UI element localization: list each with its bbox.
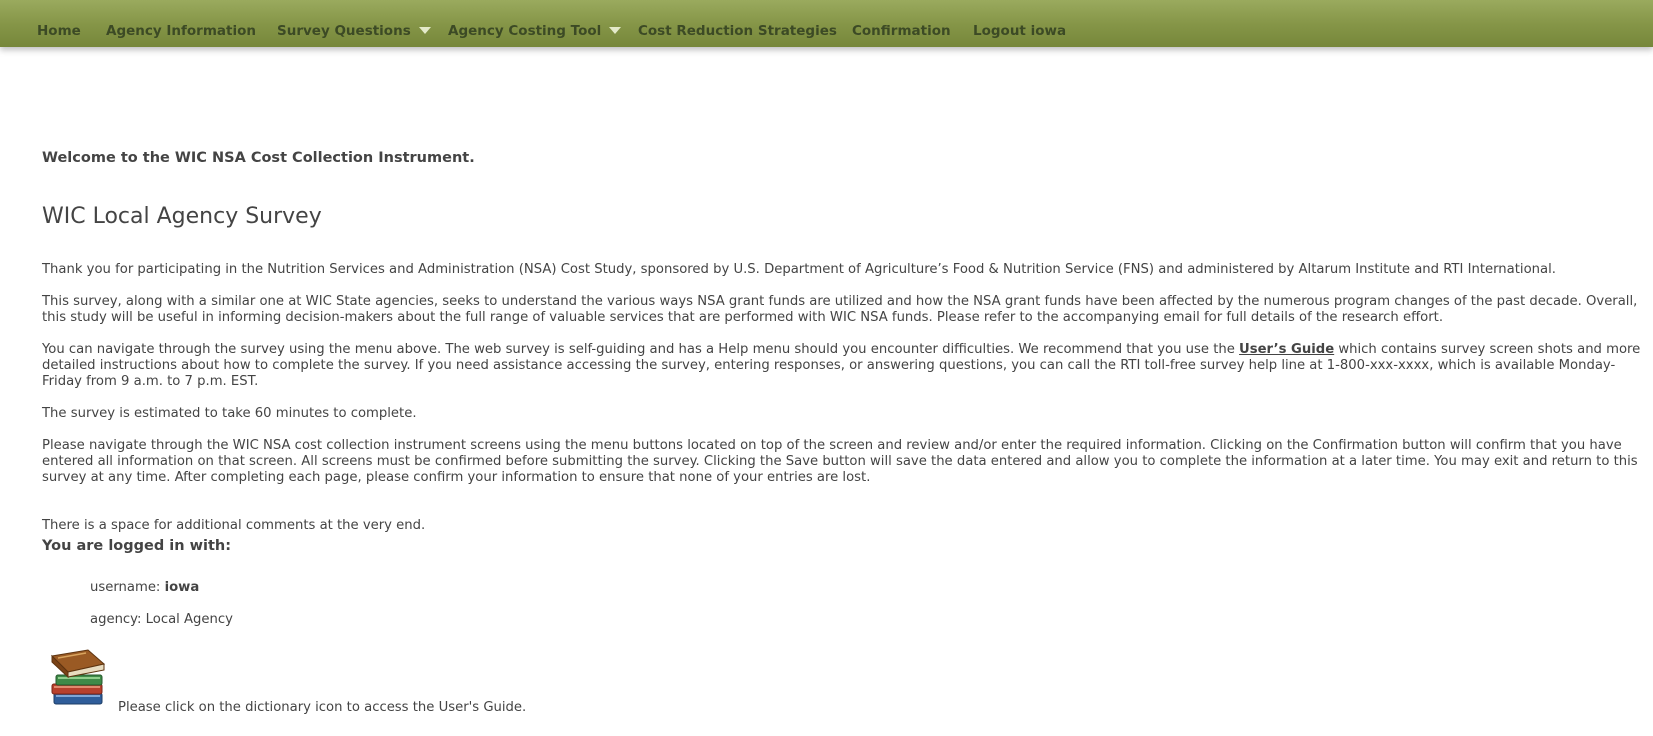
nav-agency-costing-tool[interactable] (448, 0, 621, 47)
nav-cost-reduction-strategies-label: Cost Reduction Strategies (638, 23, 837, 39)
username-row (90, 580, 199, 595)
agency-row (90, 612, 233, 627)
nav-survey-questions-label: Survey Questions (277, 23, 411, 39)
nav-home[interactable] (37, 0, 81, 47)
navigation-text-start: You can navigate through the survey using the menu above. The web survey is self-guiding and has a Help menu should you encounter difficulties. We recommend that you use the (42, 342, 1240, 357)
chevron-down-icon (419, 27, 431, 34)
username-label: username: (90, 580, 165, 595)
comments-paragraph: There is a space for additional comments at the very end. (42, 518, 426, 533)
nav-home-label: Home (37, 23, 81, 39)
instructions-paragraph: Please navigate through the WIC NSA cost collection instrument screens using the menu buttons located on top of the screen and review and/or enter the required information. Clicking on the Confirmation button will confirm that you have entered all information on that screen. All screens must be confirmed before submitting the survey. Clicking the Save button will save the data entered and allow you to complete the information at a later time. You may exit and return to this survey at any time. After completing each page, please confirm your information to ensure that none of your entries are lost. (42, 438, 1638, 485)
username-value: iowa (164, 580, 200, 595)
users-guide-instruction: Please click on the dictionary icon to access the User's Guide. (118, 700, 527, 715)
agency-label: agency: (90, 612, 146, 627)
nav-cost-reduction-strategies[interactable] (638, 0, 837, 47)
chevron-down-icon (609, 27, 621, 34)
nav-agency-costing-tool-label: Agency Costing Tool (448, 23, 602, 39)
nav-logout[interactable] (973, 0, 1066, 47)
users-guide-link[interactable]: User’s Guide (1239, 342, 1335, 357)
welcome-heading: Welcome to the WIC NSA Cost Collection Instrument. (42, 150, 475, 166)
nav-survey-questions[interactable] (277, 0, 431, 47)
duration-paragraph: The survey is estimated to take 60 minutes to complete. (42, 406, 417, 421)
purpose-paragraph: This survey, along with a similar one at WIC State agencies, seeks to understand the various ways NSA grant funds are utilized and how the NSA grant funds have been affected by the numerous program changes of the past decade. Overall, this study will be useful in informing decision-makers about the full range of valuable services that are performed with WIC NSA funds. Please refer to the accompanying email for full details of the research effort. (42, 294, 1638, 325)
intro-paragraph: Thank you for participating in the Nutrition Services and Administration (NSA) Cost Study, sponsored by U.S. Department of Agriculture’s Food & Nutrition Service (FNS) and administered by Altarum Institute and RTI International. (42, 262, 1556, 277)
nav-agency-information-label: Agency Information (106, 23, 256, 39)
nav-confirmation[interactable] (852, 0, 951, 47)
agency-value: Local Agency (145, 612, 233, 627)
books-icon[interactable] (48, 648, 108, 708)
nav-logout-label: Logout iowa (973, 23, 1067, 39)
nav-agency-information[interactable] (106, 0, 256, 47)
nav-confirmation-label: Confirmation (852, 23, 951, 39)
navigation-text-end: which contains survey screen shots and more detailed instructions about how to complete the survey. If you need assistance accessing the survey, entering responses, or answering questions, you can call the RTI toll-free survey help line at 1-800-xxx-xxxx, which is available Monday-Friday from 9 a.m. to 7 p.m. EST. (42, 342, 1641, 389)
main-navigation (0, 0, 1653, 47)
logged-in-heading: You are logged in with: (42, 538, 232, 554)
page-title: WIC Local Agency Survey (42, 204, 322, 229)
navigation-paragraph (42, 342, 1650, 390)
